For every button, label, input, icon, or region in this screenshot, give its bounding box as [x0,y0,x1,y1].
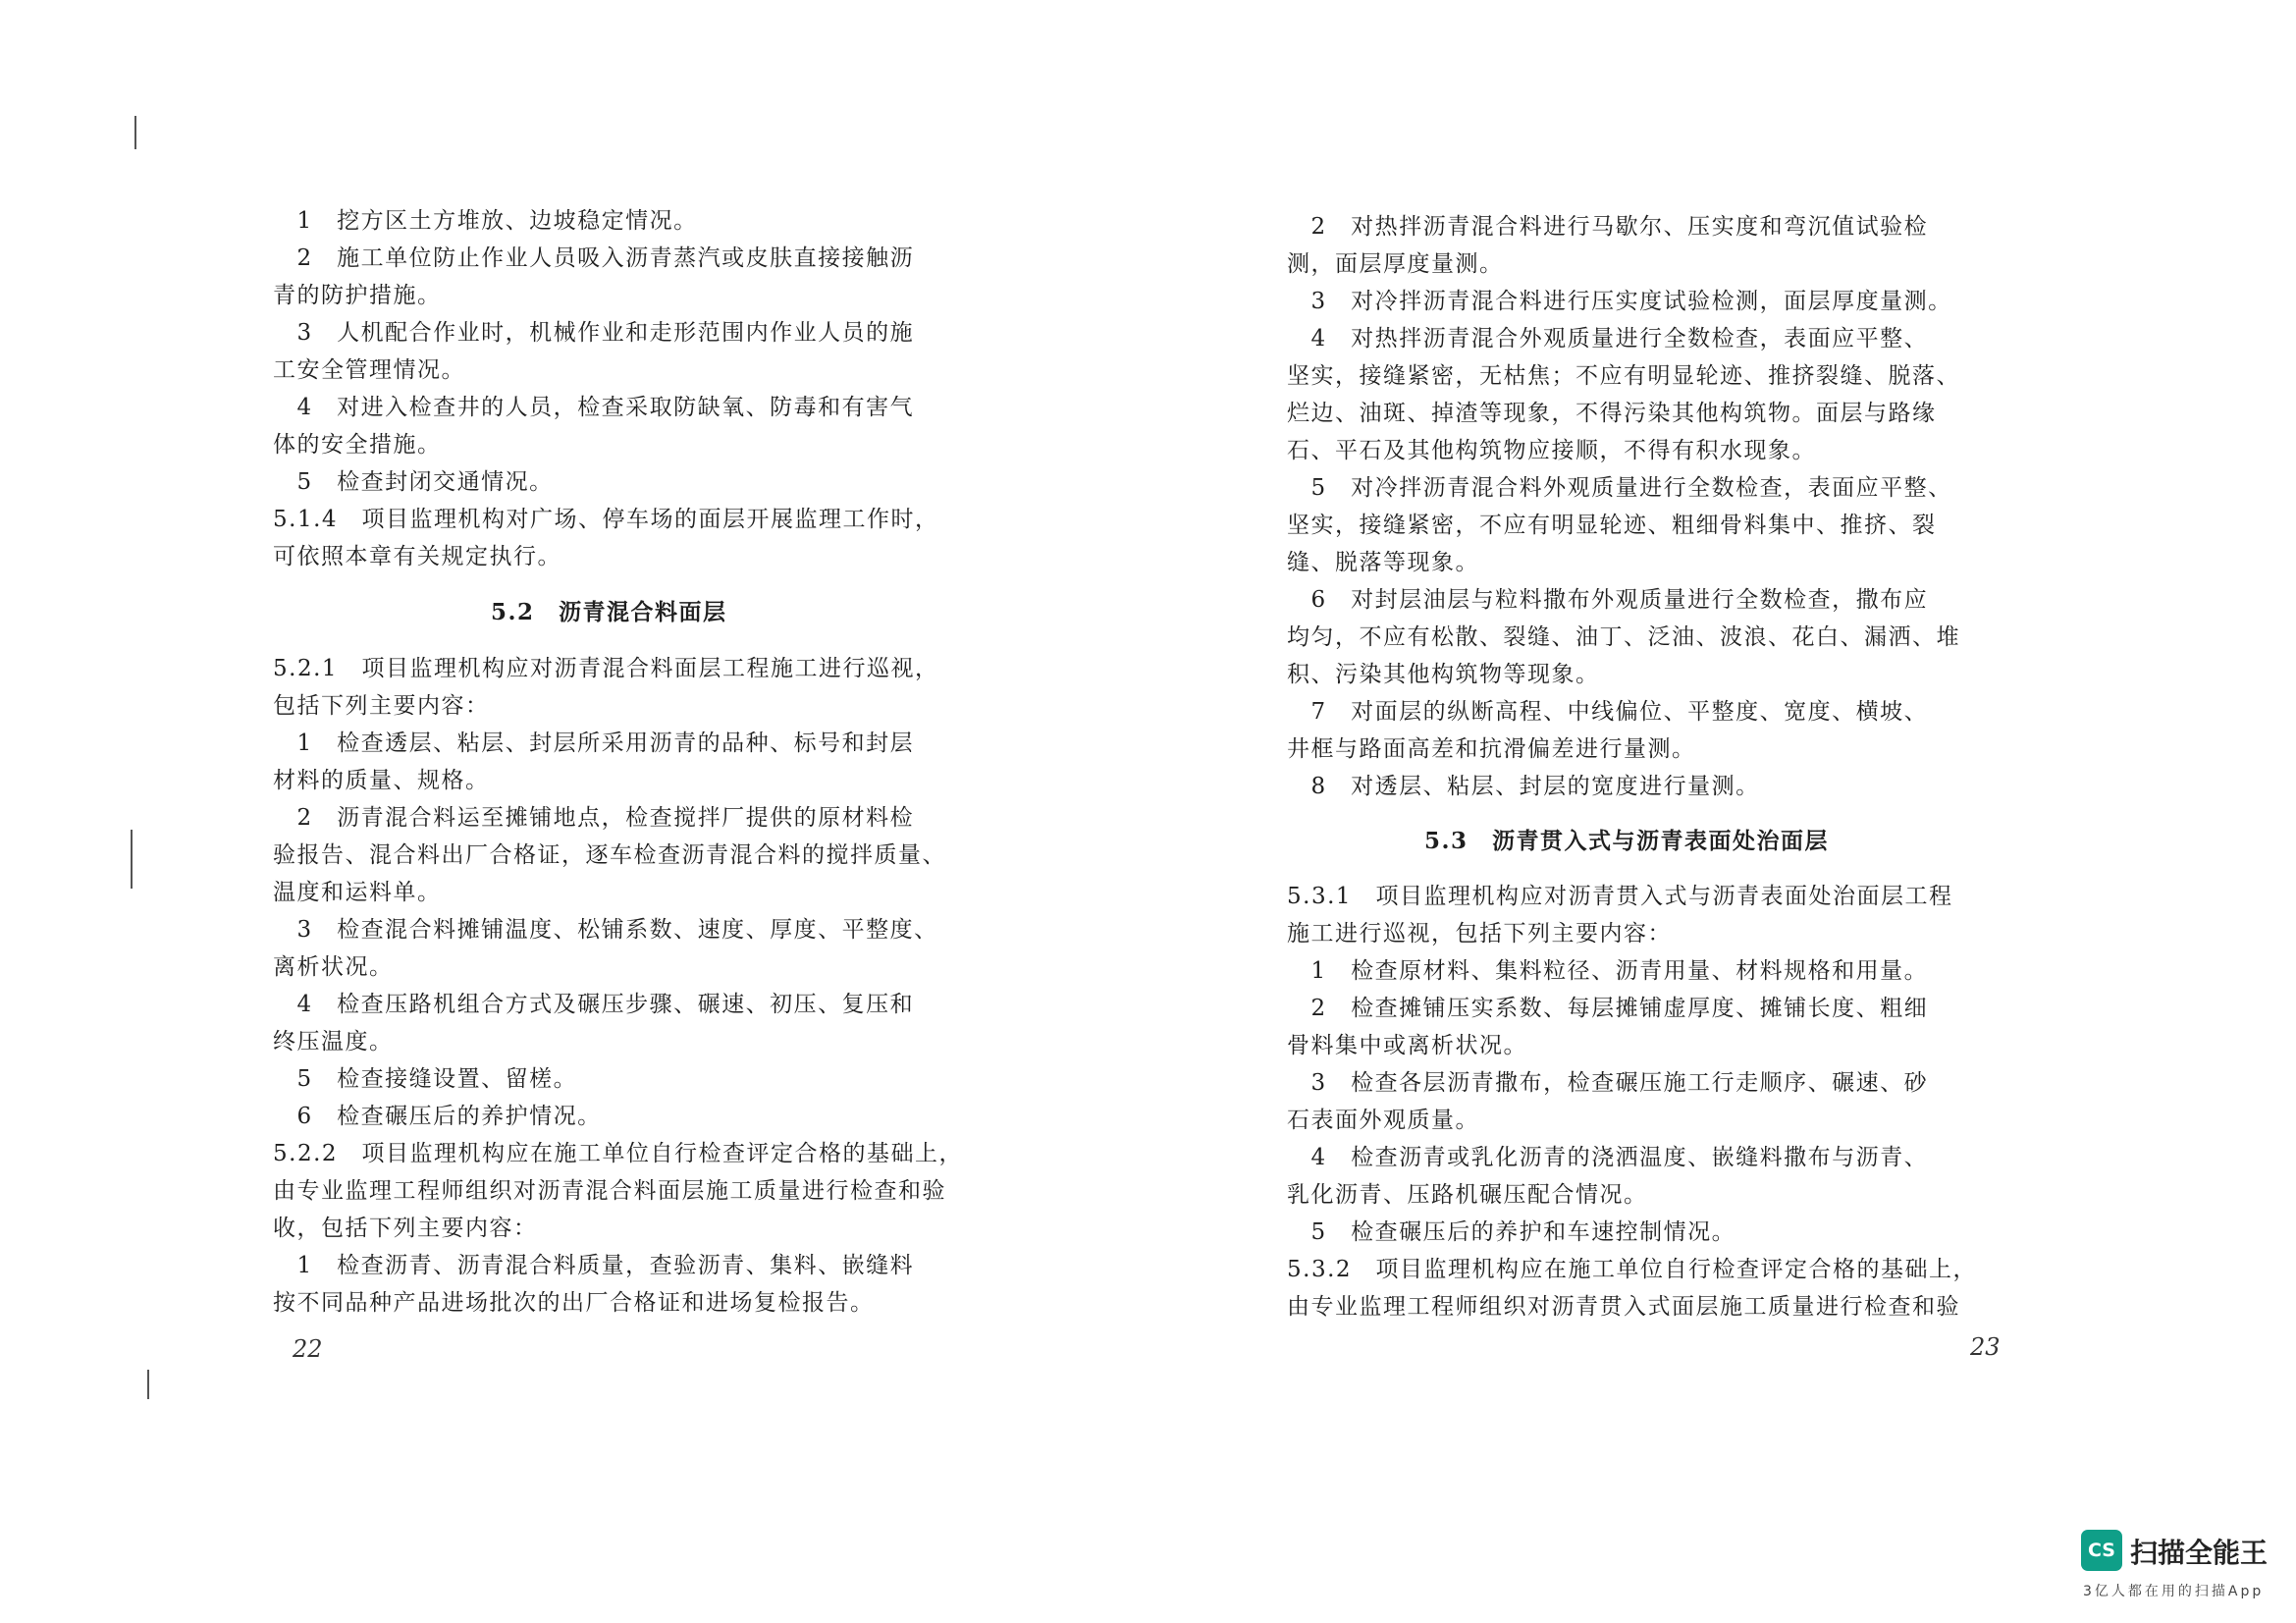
section-heading-5-3: 5.3 沥青贯入式与沥青表面处治面层 [1424,828,1830,854]
paragraph-line: 3 对冷拌沥青混合料进行压实度试验检测，面层厚度量测。 [1287,289,1952,314]
paragraph-line: 离析状况。 [273,954,394,980]
clause-5-2-2: 5.2.2 项目监理机构应在施工单位自行检查评定合格的基础上， [273,1141,964,1166]
paragraph-line: 骨料集中或离析状况。 [1287,1033,1527,1058]
paragraph-line: 1 挖方区土方堆放、边坡稳定情况。 [273,208,698,234]
paragraph-line: 收，包括下列主要内容： [273,1216,538,1241]
paragraph-line: 2 检查摊铺压实系数、每层摊铺虚厚度、摊铺长度、粗细 [1287,996,1929,1021]
brand-tagline: 3亿人都在用的扫描App [2083,1584,2265,1599]
paragraph-line: 由专业监理工程师组织对沥青贯入式面层施工质量进行检查和验 [1287,1294,1960,1320]
paragraph-line: 包括下列主要内容： [273,693,490,719]
camscanner-logo-icon: CS [2081,1530,2122,1571]
paragraph-line: 井框与路面高差和抗滑偏差进行量测。 [1287,736,1696,762]
section-heading-5-2: 5.2 沥青混合料面层 [491,599,727,625]
scan-edge-mark [131,830,133,889]
paragraph-line: 石表面外观质量。 [1287,1108,1479,1133]
paragraph-line: 2 沥青混合料运至摊铺地点，检查搅拌厂提供的原材料检 [273,805,915,831]
paragraph-line: 2 对热拌沥青混合料进行马歇尔、压实度和弯沉值试验检 [1287,214,1929,240]
paragraph-line: 终压温度。 [273,1029,394,1055]
right-page [1148,0,2296,1623]
paragraph-line: 体的安全措施。 [273,432,442,458]
paragraph-line: 验报告、混合料出厂合格证，逐车检查沥青混合料的搅拌质量、 [273,842,946,868]
paragraph-line: 积、污染其他构筑物等现象。 [1287,662,1600,687]
brand-name: 扫描全能王 [2130,1537,2269,1569]
paragraph-line: 乳化沥青、压路机碾压配合情况。 [1287,1182,1648,1208]
clause-5-1-4: 5.1.4 项目监理机构对广场、停车场的面层开展监理工作时， [273,507,939,532]
paragraph-line: 缝、脱落等现象。 [1287,550,1479,575]
paragraph-line: 石、平石及其他构筑物应接顺，不得有积水现象。 [1287,438,1816,463]
paragraph-line: 5 检查碾压后的养护和车速控制情况。 [1287,1219,1736,1245]
paragraph-line: 1 检查沥青、沥青混合料质量，查验沥青、集料、嵌缝料 [273,1253,915,1278]
paragraph-line: 按不同品种产品进场批次的出厂合格证和进场复检报告。 [273,1290,875,1316]
scan-edge-mark [147,1370,149,1399]
paragraph-line: 坚实，接缝紧密，无枯焦；不应有明显轮迹、推挤裂缝、脱落、 [1287,363,1960,389]
paragraph-line: 温度和运料单。 [273,880,442,905]
paragraph-line: 测，面层厚度量测。 [1287,251,1504,277]
clause-5-3-1: 5.3.1 项目监理机构应对沥青贯入式与沥青表面处治面层工程 [1287,884,1953,909]
paragraph-line: 5 检查封闭交通情况。 [273,469,554,495]
paragraph-line: 5 检查接缝设置、留槎。 [273,1066,578,1092]
paragraph-line: 可依照本章有关规定执行。 [273,544,561,569]
clause-5-3-2: 5.3.2 项目监理机构应在施工单位自行检查评定合格的基础上， [1287,1257,1978,1282]
paragraph-line: 工安全管理情况。 [273,357,465,383]
paragraph-line: 4 检查压路机组合方式及碾压步骤、碾速、初压、复压和 [273,992,915,1017]
scan-edge-mark [134,116,136,149]
paragraph-line: 4 检查沥青或乳化沥青的浇洒温度、嵌缝料撒布与沥青、 [1287,1145,1929,1170]
paragraph-line: 3 检查混合料摊铺温度、松铺系数、速度、厚度、平整度、 [273,917,938,943]
paragraph-line: 7 对面层的纵断高程、中线偏位、平整度、宽度、横坡、 [1287,699,1929,725]
paragraph-line: 1 检查原材料、集料粒径、沥青用量、材料规格和用量。 [1287,958,1929,984]
paragraph-line: 4 对进入检查井的人员，检查采取防缺氧、防毒和有害气 [273,395,915,420]
paragraph-line: 6 检查碾压后的养护情况。 [273,1104,602,1129]
page-number: 22 [293,1335,323,1363]
paragraph-line: 坚实，接缝紧密，不应有明显轮迹、粗细骨料集中、推挤、裂 [1287,513,1937,538]
paragraph-line: 烂边、油斑、掉渣等现象，不得污染其他构筑物。面层与路缘 [1287,401,1937,426]
paragraph-line: 6 对封层油层与粒料撒布外观质量进行全数检查，撒布应 [1287,587,1929,613]
paragraph-line: 由专业监理工程师组织对沥青混合料面层施工质量进行检查和验 [273,1178,946,1204]
paragraph-line: 3 人机配合作业时，机械作业和走形范围内作业人员的施 [273,320,915,346]
paragraph-line: 8 对透层、粘层、封层的宽度进行量测。 [1287,774,1760,799]
paragraph-line: 2 施工单位防止作业人员吸入沥青蒸汽或皮肤直接接触沥 [273,245,915,271]
paragraph-line: 1 检查透层、粘层、封层所采用沥青的品种、标号和封层 [273,730,915,756]
paragraph-line: 青的防护措施。 [273,283,442,308]
page-number: 23 [1970,1333,2001,1361]
paragraph-line: 均匀，不应有松散、裂缝、油丁、泛油、波浪、花白、漏洒、堆 [1287,624,1960,650]
paragraph-line: 3 检查各层沥青撒布，检查碾压施工行走顺序、碾速、砂 [1287,1070,1929,1096]
paragraph-line: 4 对热拌沥青混合外观质量进行全数检查，表面应平整、 [1287,326,1929,352]
paragraph-line: 施工进行巡视，包括下列主要内容： [1287,921,1672,947]
clause-5-2-1: 5.2.1 项目监理机构应对沥青混合料面层工程施工进行巡视， [273,656,939,681]
paragraph-line: 材料的质量、规格。 [273,768,490,793]
camscanner-watermark [2081,1530,2287,1608]
paragraph-line: 5 对冷拌沥青混合料外观质量进行全数检查，表面应平整、 [1287,475,1952,501]
